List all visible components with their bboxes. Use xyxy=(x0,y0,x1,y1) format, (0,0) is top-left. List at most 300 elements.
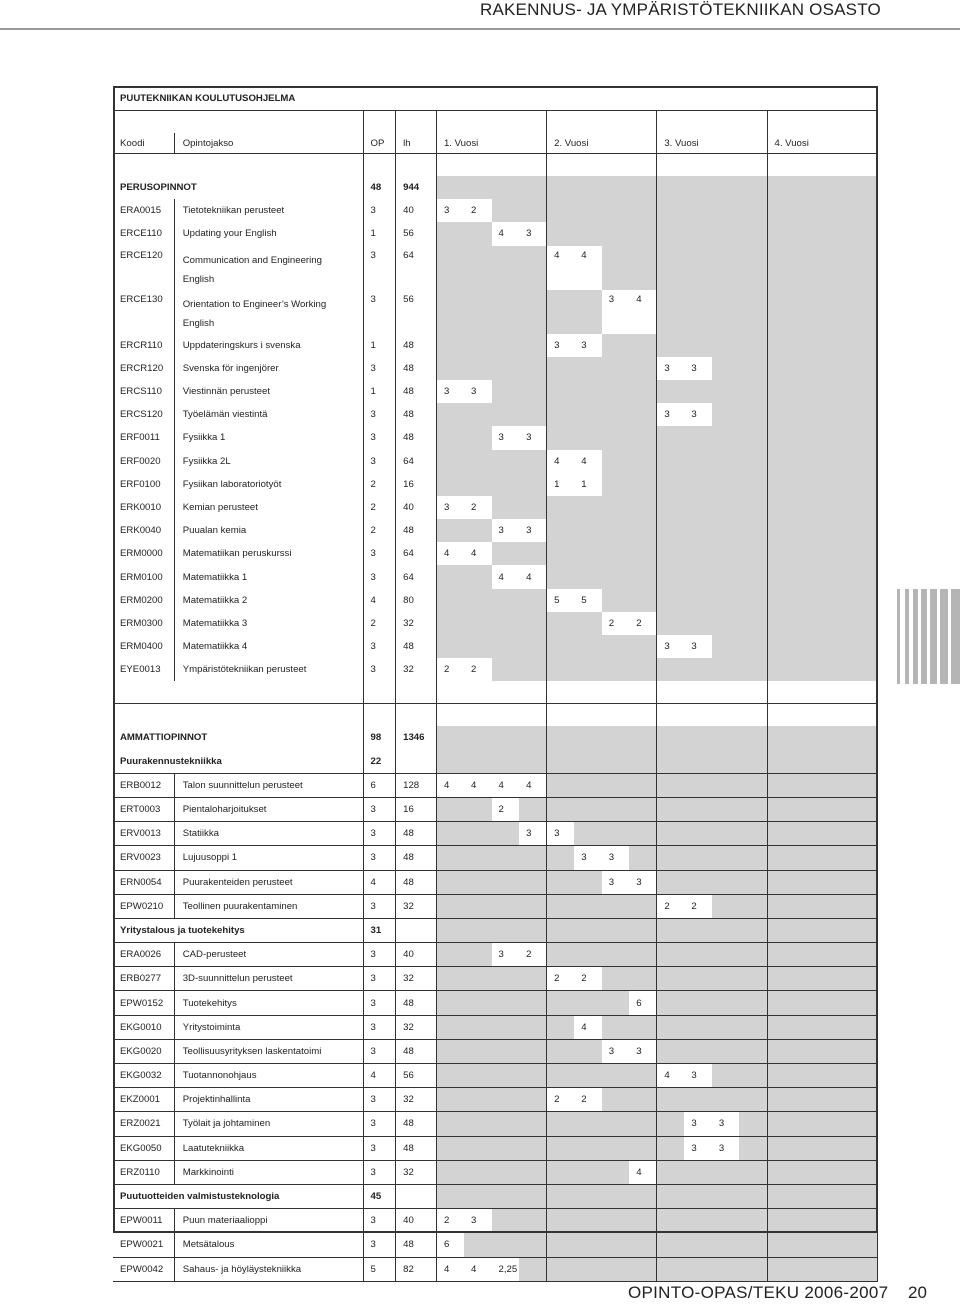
table-row xyxy=(113,542,878,565)
period-cell: 2 xyxy=(574,967,602,991)
period-cell xyxy=(822,199,850,222)
period-cell xyxy=(795,426,823,449)
page-number: 20 xyxy=(908,1283,927,1302)
period-cell xyxy=(739,519,767,542)
course-op: 2 xyxy=(363,519,396,542)
period-cell xyxy=(712,246,740,290)
period-cell xyxy=(712,704,740,727)
period-cell xyxy=(519,846,547,870)
table-row xyxy=(113,403,878,426)
period-cell xyxy=(822,334,850,357)
period-cell xyxy=(519,612,547,635)
period-cell xyxy=(657,111,685,134)
period-cell xyxy=(657,334,685,357)
period-cell xyxy=(795,1088,823,1112)
section-title: AMMATTIOPINNOT xyxy=(120,732,208,744)
period-cell: 2 xyxy=(519,943,547,967)
period-cell xyxy=(436,426,464,449)
period-cell: 4 xyxy=(492,773,520,797)
period-cell xyxy=(712,967,740,991)
period-cell: 4 xyxy=(498,571,504,583)
column-header-y1: 1. Vuosi xyxy=(436,133,546,154)
period-cell xyxy=(602,154,630,177)
period-cell xyxy=(684,1039,712,1063)
period-cell xyxy=(629,750,657,774)
course-name: Puun materiaalioppi xyxy=(174,1209,363,1233)
period-cell xyxy=(547,1160,575,1184)
period-cell: 4 xyxy=(471,548,477,560)
period-cell xyxy=(574,176,602,199)
section-op: 31 xyxy=(363,918,396,942)
period-cell xyxy=(739,154,767,177)
period-cell xyxy=(684,967,712,991)
period-cell xyxy=(767,290,795,334)
period-cell xyxy=(712,894,740,918)
period-cell xyxy=(492,658,520,681)
course-name: Fysiikka 1 xyxy=(182,432,226,444)
period-cell xyxy=(712,635,740,658)
course-code: EPW0210 xyxy=(113,894,174,918)
course-code: EKG0050 xyxy=(113,1136,174,1160)
period-cell xyxy=(629,357,657,380)
section-title: Puutuotteiden valmistusteknologia xyxy=(113,1184,363,1208)
course-code: ERCE120 xyxy=(113,246,174,290)
course-hours: 48 xyxy=(396,380,437,403)
period-cell xyxy=(822,154,850,177)
course-name: Matematiikka 4 xyxy=(182,641,248,653)
period-cell xyxy=(712,111,740,134)
period-cell xyxy=(547,918,575,942)
course-hours: 48 xyxy=(396,991,437,1015)
period-cell xyxy=(574,991,602,1015)
period-cell xyxy=(519,726,547,749)
table-row xyxy=(113,589,878,612)
period-cell xyxy=(739,473,767,496)
period-cell xyxy=(850,246,878,290)
course-op: 3 xyxy=(363,797,396,821)
period-cell xyxy=(436,154,464,177)
period-cell xyxy=(739,894,767,918)
period-cell xyxy=(436,822,464,846)
course-op: 3 xyxy=(363,658,396,681)
period-cell xyxy=(602,1112,630,1136)
course-hours: 48 xyxy=(396,357,437,380)
course-hours: 56 xyxy=(396,222,437,245)
period-cell xyxy=(519,635,547,658)
period-cell xyxy=(629,726,657,749)
period-cell xyxy=(547,1039,575,1063)
course-op: 3 xyxy=(363,1160,396,1184)
course-hours: 32 xyxy=(396,1160,437,1184)
period-cell xyxy=(519,967,547,991)
course-name: Updating your English xyxy=(182,228,277,240)
period-cell xyxy=(850,1136,878,1160)
period-cell: 4 xyxy=(574,1015,602,1039)
table-row xyxy=(113,1112,878,1136)
period-cell xyxy=(436,1064,464,1088)
period-cell xyxy=(602,111,630,134)
period-cell xyxy=(519,1088,547,1112)
period-cell xyxy=(657,565,685,588)
period-cell xyxy=(519,704,547,727)
period-cell xyxy=(629,918,657,942)
period-cell xyxy=(850,943,878,967)
period-cell xyxy=(795,870,823,894)
period-cell xyxy=(602,403,630,426)
period-cell xyxy=(547,222,575,245)
table-row xyxy=(113,473,878,496)
period-cell xyxy=(464,403,492,426)
period-cell: 3 xyxy=(547,822,575,846)
period-cell: 2 xyxy=(574,1088,602,1112)
period-cell xyxy=(767,246,795,290)
period-cell xyxy=(684,797,712,821)
course-code: EKG0020 xyxy=(113,1039,174,1063)
table-row xyxy=(113,199,878,222)
period-cell: 3 xyxy=(657,357,685,380)
period-cell xyxy=(850,967,878,991)
period-cell: 3 xyxy=(519,822,547,846)
period-cell xyxy=(822,612,850,635)
period-cell xyxy=(795,797,823,821)
period-cell: 3 xyxy=(691,641,697,653)
period-cell xyxy=(492,870,520,894)
period-cell xyxy=(822,246,850,290)
course-op: 2 xyxy=(363,473,396,496)
course-op: 3 xyxy=(363,1088,396,1112)
period-cell: 3 xyxy=(547,334,575,357)
period-cell xyxy=(850,1233,878,1257)
period-cell xyxy=(492,991,520,1015)
period-cell xyxy=(519,111,547,134)
period-cell xyxy=(464,357,492,380)
period-cell xyxy=(629,403,657,426)
period-cell xyxy=(795,589,823,612)
period-cell xyxy=(767,1257,795,1281)
period-cell xyxy=(739,1064,767,1088)
period-cell xyxy=(574,290,602,334)
period-cell xyxy=(602,222,630,245)
period-cell: 3 xyxy=(436,380,464,403)
period-cell xyxy=(739,1039,767,1063)
course-hours: 128 xyxy=(396,773,437,797)
period-cell xyxy=(822,967,850,991)
period-cell xyxy=(795,681,823,704)
period-cell xyxy=(519,589,547,612)
course-hours: 40 xyxy=(396,199,437,222)
period-cell xyxy=(574,1064,602,1088)
course-name: Fysiikan laboratoriotyöt xyxy=(182,478,282,490)
period-cell xyxy=(492,1136,520,1160)
period-cell xyxy=(629,111,657,134)
period-cell xyxy=(519,991,547,1015)
period-cell xyxy=(850,450,878,473)
period-cell: 2 xyxy=(547,1088,575,1112)
period-cell xyxy=(712,822,740,846)
period-cell xyxy=(492,380,520,403)
period-cell xyxy=(850,846,878,870)
period-cell xyxy=(684,176,712,199)
course-code: ERN0054 xyxy=(113,870,174,894)
period-cell xyxy=(822,773,850,797)
period-cell xyxy=(602,450,630,473)
period-cell xyxy=(602,199,630,222)
period-cell xyxy=(519,1160,547,1184)
period-cell xyxy=(822,519,850,542)
period-cell xyxy=(629,1209,657,1233)
course-hours: 40 xyxy=(396,496,437,519)
period-cell: 3 xyxy=(657,403,685,426)
period-cell: 3 xyxy=(464,1209,492,1233)
period-cell xyxy=(602,357,630,380)
period-cell: 4 xyxy=(581,455,587,467)
period-cell xyxy=(795,991,823,1015)
period-cell xyxy=(574,658,602,681)
period-cell: 6 xyxy=(436,1233,464,1257)
period-cell xyxy=(712,991,740,1015)
period-cell xyxy=(464,822,492,846)
course-hours: 48 xyxy=(396,519,437,542)
period-cell xyxy=(739,704,767,727)
course-code: ERM0200 xyxy=(113,589,174,612)
period-cell xyxy=(436,1015,464,1039)
period-cell: 3 xyxy=(657,635,685,658)
period-cell xyxy=(684,1088,712,1112)
period-cell xyxy=(436,943,464,967)
period-cell xyxy=(684,658,712,681)
period-cell xyxy=(519,918,547,942)
period-cell xyxy=(492,1160,520,1184)
period-cell xyxy=(739,612,767,635)
course-name: Matematiikka 2 xyxy=(182,594,248,606)
period-cell xyxy=(629,246,657,290)
period-cell xyxy=(657,154,685,177)
course-code: ERCE110 xyxy=(113,222,174,245)
period-cell xyxy=(822,704,850,727)
period-cell xyxy=(684,154,712,177)
period-cell xyxy=(739,542,767,565)
period-cell xyxy=(629,222,657,245)
period-cell xyxy=(657,726,685,749)
period-cell xyxy=(602,1257,630,1281)
period-cell xyxy=(822,176,850,199)
column-header-y3: 3. Vuosi xyxy=(657,133,767,154)
period-cell xyxy=(574,403,602,426)
period-cell xyxy=(436,870,464,894)
period-cell xyxy=(657,1039,685,1063)
period-cell xyxy=(492,496,520,519)
table-row xyxy=(113,357,878,380)
period-cell xyxy=(629,943,657,967)
period-cell: 3 xyxy=(712,1112,740,1136)
period-cell xyxy=(822,222,850,245)
course-hours: 64 xyxy=(396,565,437,588)
period-cell xyxy=(519,496,547,519)
period-cell xyxy=(629,1257,657,1281)
course-code: ERCE130 xyxy=(113,290,174,334)
period-cell xyxy=(684,589,712,612)
course-op: 3 xyxy=(363,1233,396,1257)
period-cell xyxy=(850,403,878,426)
period-cell xyxy=(850,334,878,357)
table-row xyxy=(113,870,878,894)
period-cell xyxy=(492,846,520,870)
period-cell xyxy=(767,1015,795,1039)
period-cell xyxy=(547,704,575,727)
period-cell xyxy=(547,357,575,380)
course-op: 3 xyxy=(363,846,396,870)
period-cell xyxy=(574,222,602,245)
period-cell xyxy=(684,111,712,134)
period-cell xyxy=(850,726,878,749)
course-hours: 40 xyxy=(396,1209,437,1233)
period-cell: 4 xyxy=(436,542,464,565)
period-cell xyxy=(822,918,850,942)
period-cell xyxy=(492,246,520,290)
period-cell xyxy=(795,111,823,134)
period-cell xyxy=(739,846,767,870)
period-cell xyxy=(795,918,823,942)
course-name-line1: Orientation to Engineer’s Working xyxy=(182,298,327,310)
period-cell xyxy=(602,542,630,565)
period-cell xyxy=(767,357,795,380)
period-cell xyxy=(492,589,520,612)
period-cell xyxy=(436,519,464,542)
period-cell xyxy=(850,1209,878,1233)
period-cell xyxy=(519,473,547,496)
period-cell: 3 xyxy=(498,525,504,537)
period-cell xyxy=(629,635,657,658)
course-op: 4 xyxy=(363,589,396,612)
period-cell xyxy=(795,1136,823,1160)
course-name: Puualan kemia xyxy=(182,525,247,537)
period-cell xyxy=(492,1112,520,1136)
period-cell xyxy=(850,176,878,199)
period-cell xyxy=(464,612,492,635)
period-cell xyxy=(602,797,630,821)
period-cell xyxy=(767,967,795,991)
period-cell xyxy=(684,1257,712,1281)
course-code: ERK0010 xyxy=(113,496,174,519)
course-op: 3 xyxy=(363,542,396,565)
period-cell xyxy=(712,222,740,245)
period-cell xyxy=(464,726,492,749)
period-cell xyxy=(492,681,520,704)
course-name: CAD-perusteet xyxy=(174,943,363,967)
period-cell xyxy=(602,750,630,774)
period-cell xyxy=(822,1233,850,1257)
period-cell xyxy=(547,496,575,519)
period-cell xyxy=(464,246,492,290)
period-cell xyxy=(464,635,492,658)
period-cell xyxy=(850,565,878,588)
period-cell xyxy=(767,380,795,403)
course-hours: 48 xyxy=(396,635,437,658)
course-code: ERM0100 xyxy=(113,565,174,588)
course-code: EPW0021 xyxy=(113,1233,174,1257)
period-cell xyxy=(822,1209,850,1233)
period-cell xyxy=(547,658,575,681)
period-cell xyxy=(767,450,795,473)
period-cell xyxy=(822,450,850,473)
period-cell xyxy=(657,450,685,473)
period-cell xyxy=(436,1136,464,1160)
period-cell xyxy=(602,380,630,403)
course-code: EKZ0001 xyxy=(113,1088,174,1112)
period-cell xyxy=(739,1015,767,1039)
period-cell xyxy=(795,565,823,588)
period-cell xyxy=(657,991,685,1015)
period-cell xyxy=(822,635,850,658)
period-cell xyxy=(657,1088,685,1112)
period-cell xyxy=(602,496,630,519)
course-code: ERT0003 xyxy=(113,797,174,821)
period-cell xyxy=(850,612,878,635)
period-cell xyxy=(657,846,685,870)
period-cell xyxy=(767,496,795,519)
period-cell xyxy=(436,918,464,942)
period-cell: 2 xyxy=(608,617,615,629)
curriculum-table xyxy=(113,86,878,1282)
period-cell xyxy=(795,357,823,380)
period-cell xyxy=(436,726,464,749)
period-cell xyxy=(850,870,878,894)
period-cell xyxy=(850,822,878,846)
period-cell xyxy=(464,943,492,967)
period-cell xyxy=(739,176,767,199)
period-cell xyxy=(657,176,685,199)
period-cell xyxy=(602,635,630,658)
period-cell xyxy=(739,450,767,473)
period-cell xyxy=(822,1184,850,1208)
period-cell xyxy=(850,1015,878,1039)
course-name: Projektinhallinta xyxy=(174,1088,363,1112)
table-row xyxy=(113,894,878,918)
period-cell xyxy=(767,1136,795,1160)
period-cell xyxy=(822,403,850,426)
period-cell xyxy=(657,918,685,942)
column-header-op: OP xyxy=(363,133,396,154)
course-hours: 48 xyxy=(396,1039,437,1063)
period-cell: 3 xyxy=(629,870,657,894)
period-cell xyxy=(850,1064,878,1088)
period-cell xyxy=(795,1233,823,1257)
period-cell xyxy=(684,612,712,635)
period-cell xyxy=(657,1257,685,1281)
footer-title: OPINTO-OPAS/TEKU 2006-2007 xyxy=(628,1283,889,1302)
period-cell xyxy=(492,967,520,991)
course-name: Tietotekniikan perusteet xyxy=(182,205,285,217)
course-op: 4 xyxy=(363,1064,396,1088)
course-hours: 64 xyxy=(396,246,437,290)
period-cell xyxy=(492,199,520,222)
course-name: Fysiikka 2L xyxy=(182,455,231,467)
period-cell xyxy=(822,991,850,1015)
period-cell xyxy=(767,704,795,727)
section-hours xyxy=(396,750,437,774)
period-cell xyxy=(795,822,823,846)
period-cell xyxy=(739,334,767,357)
course-code: ERM0300 xyxy=(113,612,174,635)
period-cell xyxy=(684,450,712,473)
period-cell xyxy=(684,750,712,774)
course-name: Viestinnän perusteet xyxy=(182,386,271,398)
course-name: Teollinen puurakentaminen xyxy=(174,894,363,918)
course-op: 3 xyxy=(363,967,396,991)
period-cell xyxy=(629,154,657,177)
period-cell xyxy=(547,403,575,426)
period-cell xyxy=(547,726,575,749)
